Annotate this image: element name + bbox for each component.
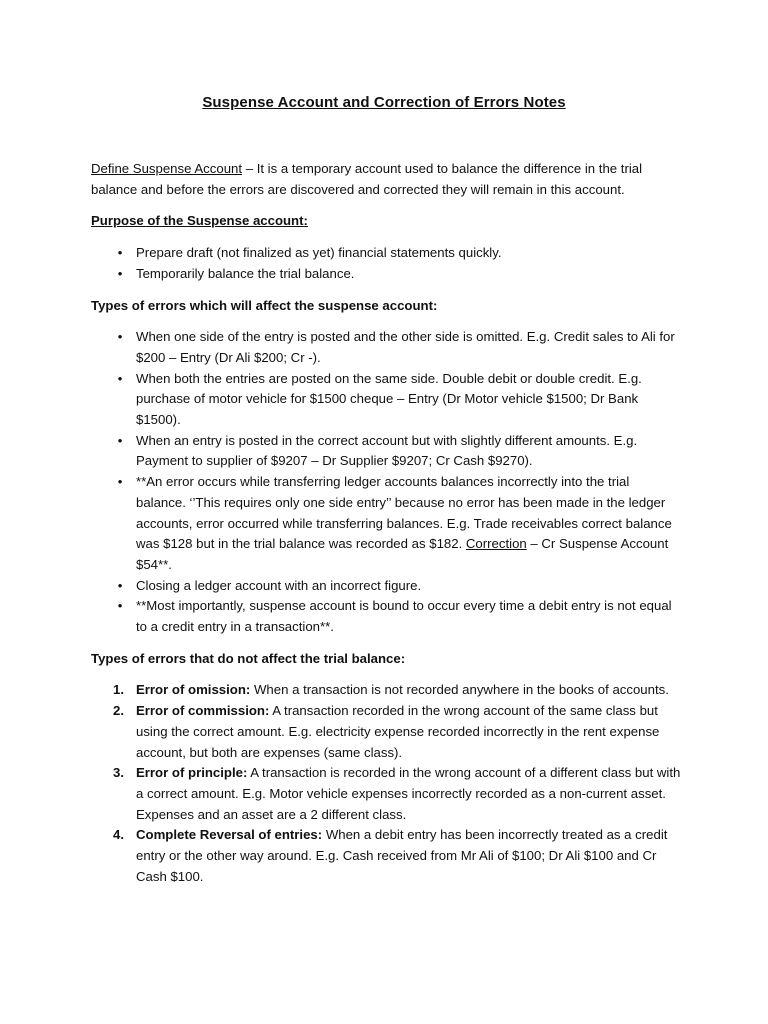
list-item: [91, 472, 681, 576]
list-item: [91, 431, 681, 472]
bullet-icon: •: [117, 432, 123, 448]
bullet-icon: •: [117, 265, 123, 281]
item-number: 1.: [113, 682, 124, 698]
notaffect-heading: Types of errors that do not affect the trial balance:: [91, 650, 406, 666]
item-label: Complete Reversal of entries:: [136, 827, 323, 843]
list-item-text-end: – Cr Suspense Account $54**.: [136, 536, 669, 572]
bullet-icon: •: [117, 245, 123, 261]
list-item: [91, 596, 681, 637]
item-text: A transaction recorded in the wrong account of the same class but using the correct amount. E.g. electricity expense recorded incorrectly in the rent expense account, but both are expenses (same class).: [136, 703, 660, 760]
list-item-text: When both the entries are posted on the same side. Double debit or double credit. E.g. purchase of motor vehicle for $1500 cheque – Entry (Dr Motor vehicle $1500; Dr Bank $1500).: [136, 370, 642, 428]
affect-list: [91, 327, 681, 638]
list-item: [91, 825, 681, 887]
item-text: A transaction is recorded in the wrong account of a different class but with a correct amount. E.g. Motor vehicle expenses incorrectly recorded as a non-current asset. Expenses and an asset are a 2 different class.: [136, 765, 681, 822]
definition-text: – It is a temporary account used to balance the difference in the trial balance and before the errors are discovered and corrected they will remain in this account.: [91, 161, 643, 197]
list-item: [91, 369, 681, 431]
list-item-text: When an entry is posted in the correct account but with slightly different amounts. E.g. Payment to supplier of $9207 – Dr Supplier $9207; Cr Cash $9270).: [136, 432, 638, 469]
bullet-icon: •: [117, 329, 123, 345]
list-item-text: **An error occurs while transferring ledger accounts balances incorrectly into the trial balance. ‘’This requires only one side entry’’ because no error has been made in the ledger accounts, error occurred while transferring balances. E.g. Trade receivables correct balance was $128 but in the trial balance was recorded as $182.: [136, 474, 672, 552]
list-item: [91, 576, 681, 597]
correction-term: Correction: [465, 536, 527, 552]
list-item: [91, 327, 681, 368]
list-item: [91, 701, 681, 763]
bullet-icon: •: [117, 598, 123, 614]
item-number: 3.: [113, 765, 124, 781]
document-body: [91, 159, 681, 888]
list-item: [91, 243, 681, 264]
list-item: [91, 680, 681, 701]
bullet-icon: •: [117, 370, 123, 386]
list-item-text: Closing a ledger account with an incorrect figure.: [136, 577, 422, 593]
list-item-text: Prepare draft (not finalized as yet) financial statements quickly.: [136, 245, 502, 261]
list-item: [91, 763, 681, 825]
item-number: 4.: [113, 827, 124, 843]
purpose-heading: Purpose of the Suspense account:: [91, 213, 308, 229]
item-label: Error of omission:: [136, 682, 251, 698]
item-number: 2.: [113, 703, 124, 719]
item-label: Error of commission:: [136, 703, 270, 719]
definition-paragraph: [91, 159, 681, 200]
purpose-list: [91, 243, 681, 284]
list-item: [91, 264, 681, 285]
affect-heading: Types of errors which will affect the suspense account:: [91, 297, 438, 313]
notaffect-list: [91, 680, 681, 887]
item-text: When a debit entry has been incorrectly treated as a credit entry or the other way around. E.g. Cash received from Mr Ali of $100; Dr Ali $100 and Cr Cash $100.: [136, 827, 668, 884]
page-title: Suspense Account and Correction of Errors Notes: [202, 94, 566, 111]
list-item-text: When one side of the entry is posted and the other side is omitted. E.g. Credit sales to Ali for $200 – Entry (Dr Ali $200; Cr -).: [136, 329, 675, 365]
definition-term: Define Suspense Account: [91, 161, 243, 176]
bullet-icon: •: [117, 577, 123, 593]
bullet-icon: •: [117, 474, 123, 490]
list-item-text: **Most importantly, suspense account is bound to occur every time a debit entry is not equal to a credit entry in a transaction**.: [136, 598, 672, 635]
item-label: Error of principle:: [136, 765, 248, 781]
item-text: When a transaction is not recorded anywhere in the books of accounts.: [250, 682, 669, 698]
list-item-text: Temporarily balance the trial balance.: [136, 265, 355, 281]
